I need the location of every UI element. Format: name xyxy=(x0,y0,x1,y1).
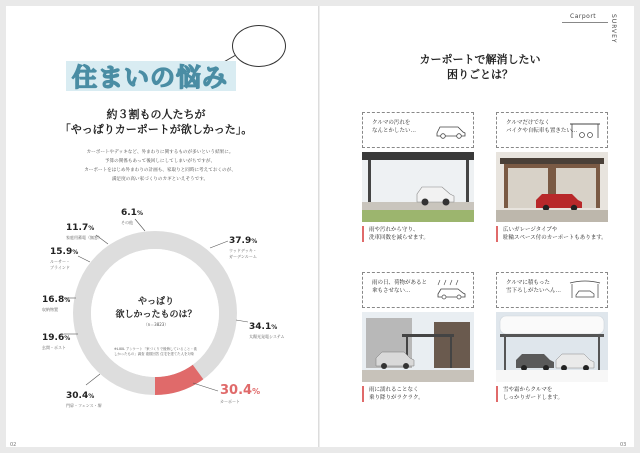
body-line: カーポートやデッキなど、外まわりに関するものが多いという結果に。 xyxy=(86,150,234,155)
chart-note: ※LIXIL アンケート「家づくりで後悔していること・欲しかったもの」調査 複数回答 住宅を建てた人を対象 xyxy=(114,347,198,356)
chart-category: ガーデンルーム xyxy=(229,254,257,259)
chart-title xyxy=(108,296,204,322)
chart-label-fence: 30.4% 門扉・フェンス・塀 xyxy=(66,391,102,408)
section-tag-rule xyxy=(562,22,608,23)
chart-value: 37.9 xyxy=(229,236,252,246)
question-text xyxy=(372,119,416,135)
chart-value: 11.7 xyxy=(66,223,89,233)
chart-label-deck: 37.9% ウッドデッキ・ ガーデンルーム xyxy=(229,236,258,259)
chart-category: 太陽光発電システム xyxy=(249,334,285,339)
question-line: バイクや自転車も置きたい… xyxy=(506,128,578,134)
chart-value: 15.9 xyxy=(50,247,73,257)
chart-category: 収納物置 xyxy=(42,307,58,312)
headline-line1: 約３割もの人たちが xyxy=(106,108,206,121)
garage-sketch-icon xyxy=(568,118,602,140)
question-line: クルマの汚れを xyxy=(372,120,411,126)
answer-text xyxy=(362,226,474,242)
chart-leader-line xyxy=(78,256,90,262)
question-text xyxy=(372,279,427,295)
chart-label-other: 6.1% その他 xyxy=(121,208,143,225)
chart-value: 6.1 xyxy=(121,208,137,218)
headline-line2: 「やっぱりカーポートが欲しかった」。 xyxy=(59,123,253,136)
chart-title-line1: やっぱり xyxy=(137,297,174,307)
problem-card-dirt xyxy=(362,112,474,244)
chart-category: カーポート xyxy=(220,399,240,404)
right-title-line2: 困りごとは？ xyxy=(447,68,513,81)
question-line: 雨の日、荷物があると xyxy=(372,280,428,286)
question-line: クルマだけでなく xyxy=(506,120,550,126)
chart-label-carport: 30.4% カーポート xyxy=(220,383,261,404)
body-line: カーポートをはじめ外まわりの計画も、家取りと同時に考えておくのが、 xyxy=(84,168,236,173)
chart-value: 30.4 xyxy=(220,383,253,398)
chart-category: 門扉・フェンス・塀 xyxy=(66,403,102,408)
answer-line: 洗車回数を減らせます。 xyxy=(369,235,429,241)
answer-line: 乗り降りがラクラク。 xyxy=(369,395,424,401)
page-number-left: 02 xyxy=(10,442,17,448)
chart-category: 家庭用蓄電（無窓） xyxy=(66,235,102,240)
chart-n-label: （n＝3823） xyxy=(143,322,169,327)
carport-photo xyxy=(362,152,474,222)
snow-carport-photo xyxy=(496,312,608,382)
answer-text xyxy=(496,386,608,402)
right-title-line1: カーポートで解消したい xyxy=(419,53,541,66)
answer-line: しっかりガードします。 xyxy=(503,395,564,401)
answer-text xyxy=(362,386,474,402)
problem-card-rain xyxy=(362,272,474,404)
chart-category: その他 xyxy=(121,220,133,225)
chart-value: 19.6 xyxy=(42,333,65,343)
answer-line: 駐輪スペース付のカーポートもあります。 xyxy=(503,235,607,241)
survey-vertical-label: SURVEY xyxy=(610,14,617,44)
body-line: 予算の関係もあって後回しにしてしまいがちですが、 xyxy=(104,159,216,164)
page-title: 住まいの悩み xyxy=(72,63,229,92)
chart-label-storage: 16.8% 収納物置 xyxy=(42,295,71,312)
section-tag: Carport xyxy=(570,13,597,20)
rain-car-sketch-icon xyxy=(434,278,468,300)
problem-card-bikes xyxy=(496,112,608,244)
question-line: なんとかしたい… xyxy=(372,128,417,134)
chart-value: 16.8 xyxy=(42,295,65,305)
chart-label-storage-battery: 11.7% 家庭用蓄電（無窓） xyxy=(66,223,102,240)
chart-category: 玄関・ポスト xyxy=(42,345,66,350)
chart-label-solar: 34.1% 太陽光発電システム xyxy=(249,322,285,339)
chart-category: ウッドデッキ・ xyxy=(229,248,257,253)
problem-card-snow xyxy=(496,272,608,404)
chart-leader-line xyxy=(193,383,218,391)
body-line: 満足度の高い家づくりのカギといえそうです。 xyxy=(111,177,209,182)
chart-label-louver: 15.9% ルーサー・ ブラインド xyxy=(50,247,79,270)
answer-text xyxy=(496,226,608,242)
chart-category: ブラインド xyxy=(50,265,70,270)
snow-carport-sketch-icon xyxy=(568,278,602,300)
answer-line: 雨に濡れることなく xyxy=(369,387,419,393)
question-line: クルマに積もった xyxy=(506,280,550,286)
chart-leader-line xyxy=(210,241,228,248)
page-number-right: 03 xyxy=(620,442,627,448)
question-text xyxy=(506,279,561,295)
answer-line: 雨や汚れから守り、 xyxy=(369,227,419,233)
car-sketch-icon xyxy=(434,118,468,140)
question-line: 雪下ろしがたいへん… xyxy=(506,288,562,294)
answer-line: 雪や霜からクルマを xyxy=(503,387,553,393)
chart-leader-line xyxy=(236,320,248,322)
question-text xyxy=(506,119,577,135)
garage-photo xyxy=(496,152,608,222)
chart-title-line2: 欲しかったものは？ xyxy=(115,310,197,320)
chart-value: 34.1 xyxy=(249,322,272,332)
chart-label-entrance: 19.6% 玄関・ポスト xyxy=(42,333,71,350)
question-line: 傘もさせない… xyxy=(372,288,411,294)
chart-category: ルーサー・ xyxy=(50,259,70,264)
chart-value: 30.4 xyxy=(66,391,89,401)
house-carport-photo xyxy=(362,312,474,382)
answer-line: 広いガレージタイプや xyxy=(503,227,558,233)
